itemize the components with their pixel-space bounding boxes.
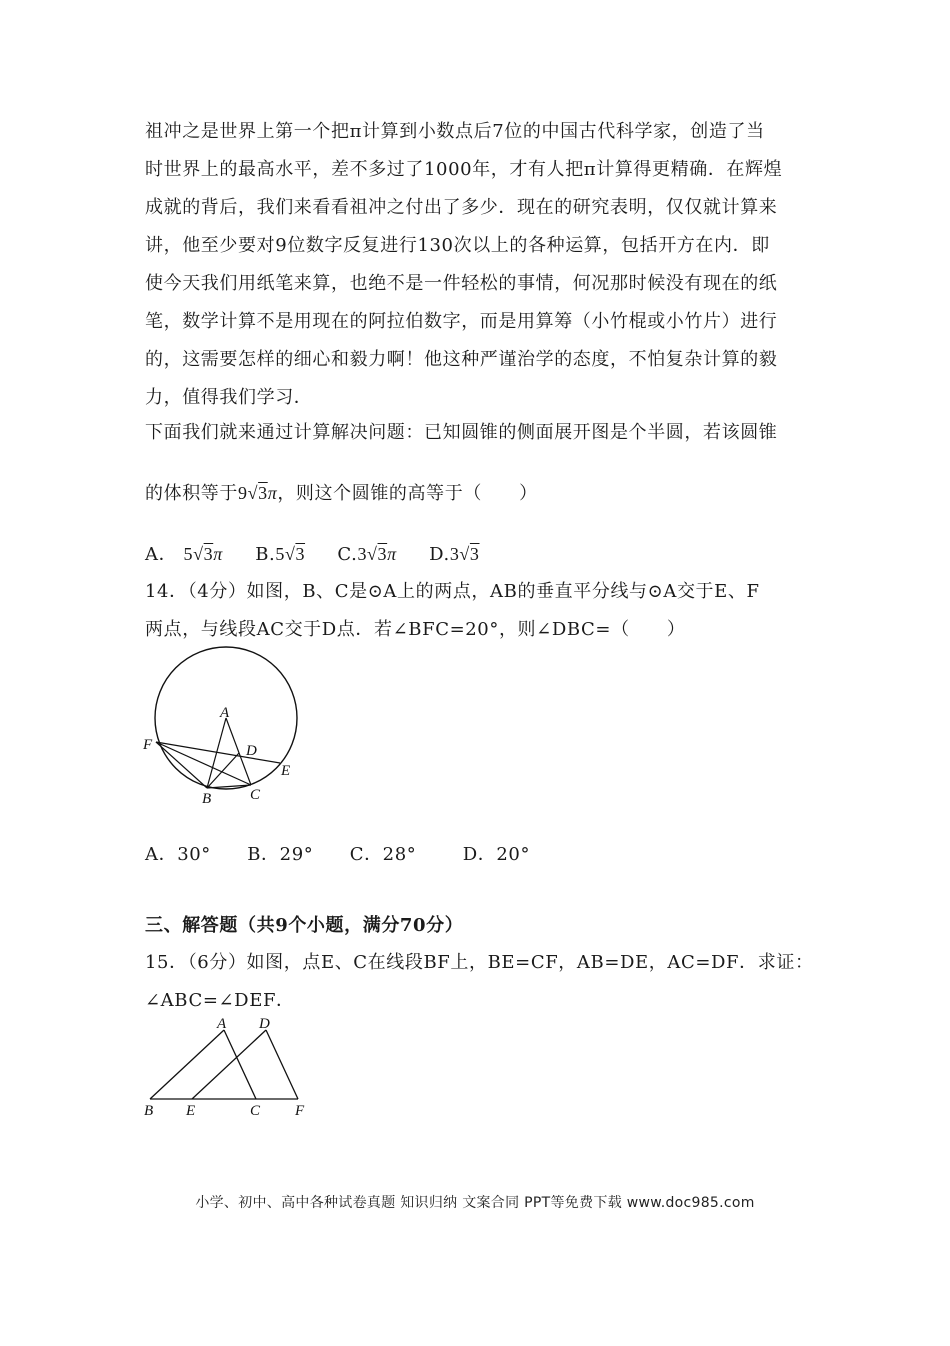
q13-option-b: B.5√3 — [255, 544, 306, 565]
passage-line-8: 力，值得我们学习． — [145, 387, 313, 408]
label-a: A — [217, 1016, 227, 1032]
page-footer: 小学、初中、高中各种试卷真题 知识归纳 文案合同 PPT等免费下载 www.doc985.com — [195, 1195, 755, 1211]
q14-option-a: A．30° — [145, 844, 211, 865]
label-e: E — [281, 763, 291, 779]
q13-option-c: C.3√3π — [337, 544, 397, 565]
q13-line-2-pre: 的体积等于 — [145, 483, 238, 504]
q13-line-2-post: ，则这个圆锥的高等于（ ） — [277, 483, 538, 504]
q13-option-a: A． 5√3π — [145, 544, 223, 565]
q13-options — [145, 540, 506, 566]
q14-option-b: B．29° — [247, 844, 314, 865]
q14-option-d: D．20° — [462, 844, 531, 865]
sqrt-icon: √ — [193, 544, 204, 564]
passage-line-1: 祖冲之是世界上第一个把π计算到小数点后7位的中国古代科学家，创造了当 — [145, 121, 765, 142]
section-heading: 三、解答题（共9个小题，满分70分） — [145, 915, 464, 936]
label-c: C — [250, 1103, 261, 1119]
q14-line-1: 14．（4分）如图，B、C是⊙A上的两点，AB的垂直平分线与⊙A交于E、F — [145, 581, 760, 602]
label-a: A — [220, 705, 230, 721]
passage-line-5: 使今天我们用纸笔来算，也绝不是一件轻松的事情，何况那时候没有现在的纸 — [145, 273, 778, 294]
label-f: F — [295, 1103, 305, 1119]
passage-line-3: 成就的背后，我们来看看祖冲之付出了多少．现在的研究表明，仅仅就计算来 — [145, 197, 778, 218]
label-b: B — [202, 791, 212, 807]
passage-line-7: 的，这需要怎样的细心和毅力啊！他这种严谨治学的态度，不怕复杂计算的毅 — [145, 349, 778, 370]
segment-ab — [150, 1030, 224, 1099]
label-b: B — [144, 1103, 154, 1119]
q13-volume-coef: 9 — [238, 483, 248, 503]
q14-circle-figure — [140, 645, 310, 810]
passage-line-4: 讲，他至少要对9位数字反复进行130次以上的各种运算，包括开方在内．即 — [145, 235, 770, 256]
q13-line-2 — [145, 479, 538, 505]
q15-triangles-figure — [138, 1012, 318, 1120]
segment-df — [266, 1030, 298, 1099]
sqrt-icon: √ — [247, 483, 259, 503]
label-e: E — [186, 1103, 196, 1119]
q15-line-2: ∠ABC=∠DEF． — [145, 990, 295, 1011]
label-d: D — [246, 743, 257, 759]
q13-line-1: 下面我们就来通过计算解决问题：已知圆锥的侧面展开图是个半圆，若该圆锥 — [145, 422, 778, 443]
q13-volume-pi: π — [267, 483, 278, 503]
label-c: C — [250, 787, 261, 803]
q14-option-c: C．28° — [349, 844, 417, 865]
q13-volume-rad: 3 — [258, 483, 268, 503]
label-d: D — [259, 1016, 270, 1032]
passage-line-2: 时世界上的最高水平，差不多过了1000年，才有人把π计算得更精确．在辉煌 — [145, 159, 783, 180]
q13-option-d: D.3√3 — [429, 544, 480, 565]
sqrt-icon: √ — [284, 544, 296, 564]
q15-line-1: 15．（6分）如图，点E、C在线段BF上，BE=CF，AB=DE，AC=DF．求证： — [145, 952, 814, 973]
q14-line-2: 两点，与线段AC交于D点．若∠BFC=20°，则∠DBC=（ ） — [145, 619, 686, 640]
q14-options — [145, 840, 556, 866]
label-f: F — [143, 737, 153, 753]
sqrt-icon: √ — [367, 544, 378, 564]
line-fe — [156, 742, 280, 763]
sqrt-icon: √ — [459, 544, 470, 564]
passage-line-6: 笔，数学计算不是用现在的阿拉伯数字，而是用算筹（小竹棍或小竹片）进行 — [145, 311, 778, 332]
